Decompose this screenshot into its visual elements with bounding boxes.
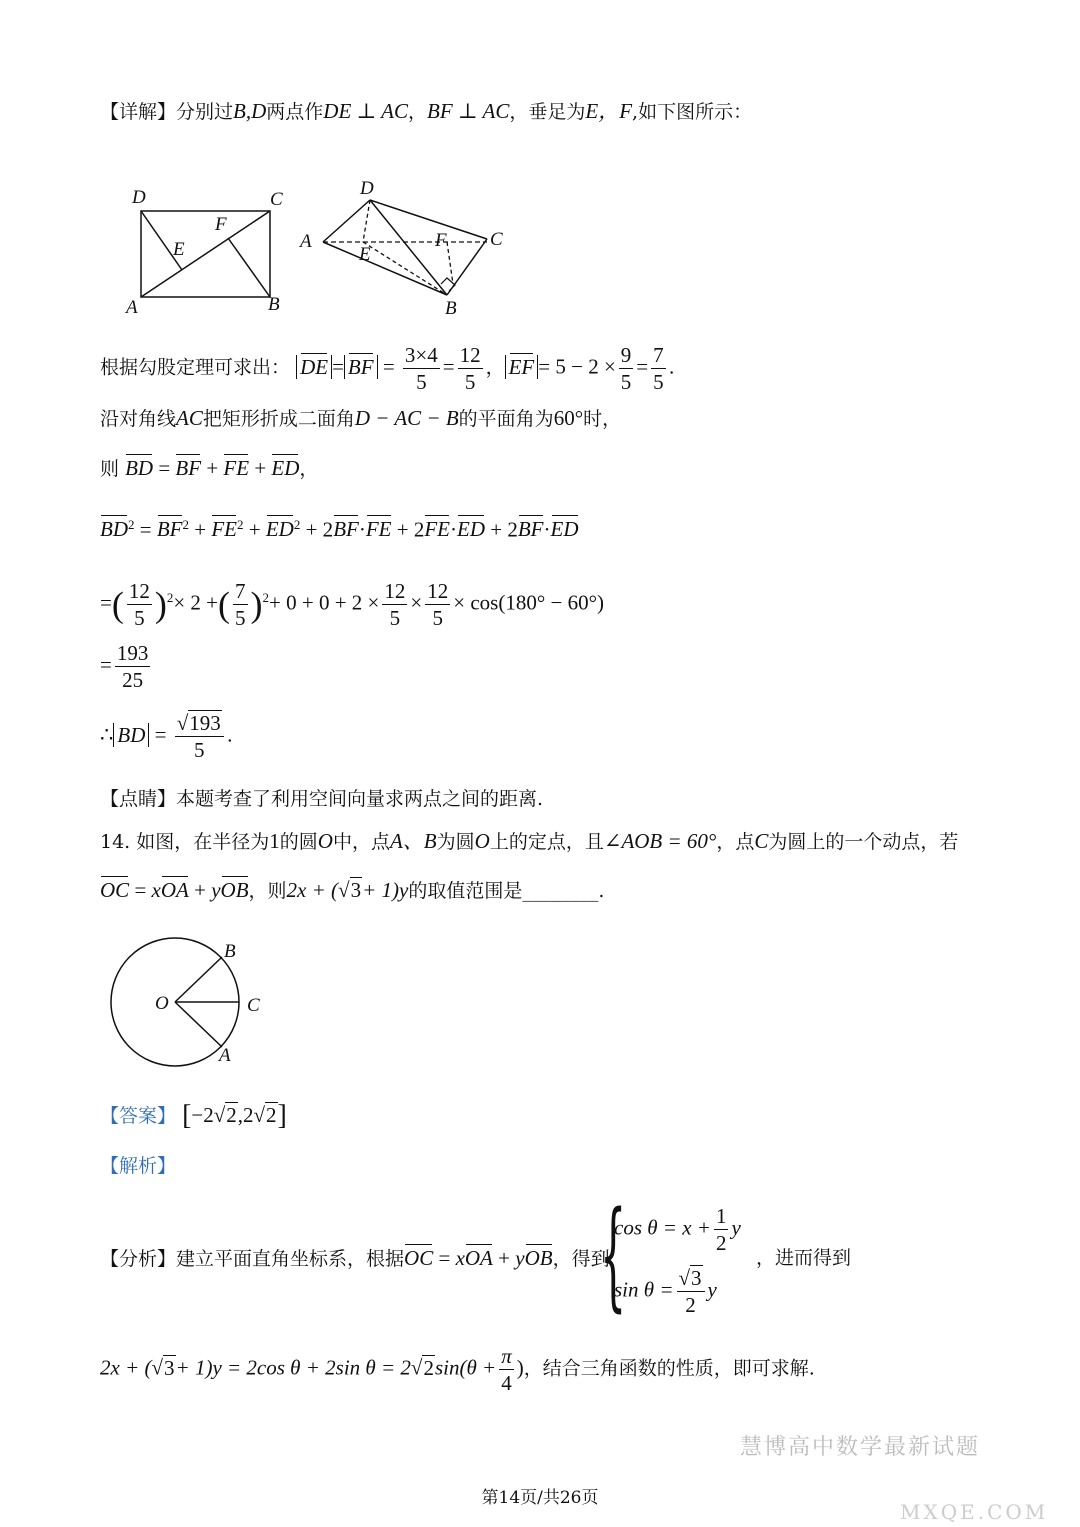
q14-t1: 如图，在半径为 bbox=[136, 831, 270, 853]
q14-t6: ，点 bbox=[716, 831, 755, 853]
answer-a: −2 bbox=[191, 1103, 214, 1127]
q14-t2: 的圆 bbox=[279, 831, 318, 853]
q14-vec-oa: OA bbox=[161, 875, 189, 905]
fenxi-then bbox=[756, 1243, 851, 1273]
last-sqrt3: 3 bbox=[164, 1355, 175, 1380]
q14-line2: OC = xOA + yOB，则2x + (√3+ 1)y的取值范围是________. bbox=[100, 875, 604, 906]
comment-text: 本题考查了利用空间向量求两点之间的距离. bbox=[176, 788, 544, 810]
result-line: = $\frac{193}{25}$ bbox=[100, 641, 149, 692]
sq-bf: BF bbox=[157, 514, 183, 544]
fenxi-vec-ob: OB bbox=[525, 1243, 553, 1273]
folded-figure bbox=[295, 172, 515, 322]
vec-ed: ED bbox=[271, 453, 299, 483]
system-brace: { bbox=[600, 1185, 627, 1323]
detail-tag: 【详解】 bbox=[100, 101, 177, 123]
sys-sin-rad: 3 bbox=[691, 1266, 702, 1290]
label-a2: A bbox=[300, 231, 312, 252]
cross-3a: BF bbox=[518, 514, 544, 544]
fenxi-line: 【分析】建立平面直角坐标系，根据OC = xOA + yOB，得到 bbox=[100, 1243, 610, 1274]
fold-ac: AC bbox=[176, 406, 203, 430]
analysis-tag: 【解析】 bbox=[100, 1155, 177, 1177]
answer-line: 【答案】 [−2√2,2√2] bbox=[100, 1100, 287, 1131]
perp-bf: BF ⊥ AC bbox=[427, 99, 510, 123]
system-cos bbox=[614, 1203, 741, 1256]
q14-c: C bbox=[754, 829, 769, 853]
vec-bd: BD bbox=[125, 453, 153, 483]
exp-mid: + 0 + 0 + 2 × bbox=[269, 590, 380, 615]
pyth-end: . bbox=[668, 356, 675, 379]
exp-n3: 12 bbox=[384, 579, 406, 603]
cross-1a: BF bbox=[333, 514, 359, 544]
frac-den-3: 5 bbox=[620, 370, 632, 394]
sys-cos-den: 2 bbox=[715, 1231, 727, 1255]
perp-de: DE ⊥ AC bbox=[323, 99, 408, 123]
sys-sin-lhs: sin θ = bbox=[614, 1277, 674, 1302]
vec-sum-end: ， bbox=[299, 458, 319, 480]
dihedral-angle: D − AC − B bbox=[354, 406, 459, 430]
sq-fe: FE bbox=[211, 514, 237, 544]
answer-b: ,2 bbox=[237, 1103, 254, 1127]
exp-times2: × 2 + bbox=[173, 590, 219, 615]
detail-tail: ，垂足为 bbox=[509, 101, 586, 123]
q14-line1 bbox=[100, 826, 958, 857]
vec-fe: FE bbox=[223, 453, 249, 483]
q14-t9: 的取值范围是________. bbox=[408, 880, 605, 902]
final-line: ∴ BD = $\frac{√193}{5}$ . bbox=[100, 711, 233, 762]
q14-ab: A、B bbox=[389, 829, 437, 853]
fenxi-vec-oa: OA bbox=[465, 1243, 493, 1273]
label-a: A bbox=[126, 297, 138, 318]
last-line: 2x + (√3+ 1)y = 2cos θ + 2sin θ = 2√2sin(θ + $\frac{\pi}{4}$ )，结合三角函数的性质，即可求解. bbox=[100, 1344, 815, 1395]
detail-points: B,D bbox=[233, 99, 267, 123]
q14-y: y bbox=[211, 878, 221, 902]
q14-vec-ob: OB bbox=[221, 875, 249, 905]
frac-num-2: 12 bbox=[459, 343, 481, 367]
label-d2: D bbox=[360, 178, 374, 199]
frac-den-1: 5 bbox=[416, 370, 427, 394]
label-d: D bbox=[132, 187, 146, 208]
cross-1b: FE bbox=[366, 514, 392, 544]
result-num: 193 bbox=[116, 641, 149, 665]
answer-ra: 2 bbox=[226, 1103, 237, 1127]
frac-den-2: 5 bbox=[464, 370, 476, 394]
q14-expr-b: + 1)y bbox=[362, 878, 409, 902]
comment-tag: 【点睛】 bbox=[100, 788, 177, 810]
last-d: ) bbox=[516, 1355, 524, 1380]
fold-pre: 沿对角线 bbox=[100, 408, 177, 430]
detail-end: ,如下图所示： bbox=[632, 101, 753, 123]
q14-t7: 为圆上的一个动点，若 bbox=[768, 831, 959, 853]
pyth-line: 根据勾股定理可求出： DE = BF = $\frac{3\times 4}{5}$ = $\frac{12}{5}$ ， EF = 5 − 2 × $\frac{9}{5}$ = $\frac{7}{5}$ . bbox=[100, 343, 675, 394]
vec-sum-pre: 则 bbox=[100, 458, 120, 480]
fenxi-x: x bbox=[455, 1246, 465, 1270]
exp-d3: 5 bbox=[389, 606, 401, 630]
last-a: 2x + ( bbox=[100, 1355, 152, 1380]
fenxi-y: y bbox=[515, 1246, 525, 1270]
last-four: 4 bbox=[501, 1371, 512, 1395]
sys-cos-lhs: cos θ = x + bbox=[614, 1215, 711, 1240]
sys-sin-den: 2 bbox=[685, 1293, 696, 1317]
rectangle-figure bbox=[120, 180, 300, 320]
q14-t3: 中，点 bbox=[332, 831, 390, 853]
q14-o: O bbox=[317, 829, 333, 853]
last-sqrt2: 2 bbox=[423, 1355, 434, 1380]
exp-cos: × cos(180° − 60°) bbox=[453, 590, 604, 615]
frac-num-3: 9 bbox=[620, 343, 632, 367]
abs-de: DE bbox=[296, 355, 332, 379]
label-b2: B bbox=[445, 298, 457, 319]
label-b3: B bbox=[224, 941, 236, 962]
page-footer: 第14页/共26页 bbox=[481, 1488, 599, 1508]
expand-line: =( $\frac{12}{5}$ )$^2$× 2 +( $\frac{7}{5}$ )$^2$+ 0 + 0 + 2 × $\frac{12}{5}$ × $\frac{12}{5}$ × cos(180° − 60°) bbox=[100, 579, 604, 630]
q14-t4: 为圆 bbox=[436, 831, 475, 853]
q14-t5: 上的定点，且 bbox=[489, 831, 604, 853]
square-line: $BD^2 = BF^2 + FE^2 + ED^2 + 2BF\cdot FE + 2FE\cdot ED + 2BF\cdot ED$ bbox=[100, 510, 579, 545]
q14-sqrt: 3 bbox=[350, 878, 362, 902]
final-den: 5 bbox=[193, 738, 205, 762]
watermark-url: MXQE.COM bbox=[900, 1500, 1049, 1524]
label-a3: A bbox=[219, 1045, 231, 1066]
label-c: C bbox=[270, 189, 283, 210]
q14-expr-a: 2x + ( bbox=[286, 878, 339, 902]
abs-bd: BD bbox=[113, 723, 149, 747]
answer-tag: 【答案】 bbox=[100, 1105, 177, 1127]
exp-d1: 5 bbox=[134, 606, 145, 630]
fenxi-get: ，得到 bbox=[552, 1248, 610, 1270]
label-e: E bbox=[173, 239, 185, 260]
q14-t8: ，则 bbox=[248, 880, 287, 902]
last-c: sin(θ + bbox=[434, 1355, 497, 1380]
system-sin: sin θ = $\frac{√3}{2}$ y bbox=[614, 1266, 717, 1317]
exp-n2: 7 bbox=[235, 579, 246, 603]
fenxi-text: 建立平面直角坐标系，根据 bbox=[176, 1248, 405, 1270]
result-den: 25 bbox=[122, 668, 144, 692]
sys-cos-y: y bbox=[731, 1215, 741, 1240]
sq-bd: BD bbox=[100, 514, 128, 544]
label-f: F bbox=[215, 214, 227, 235]
last-tail: ，结合三角函数的性质，即可求解. bbox=[523, 1357, 815, 1380]
pyth-mid: = 5 − 2 × bbox=[538, 354, 616, 379]
circle-figure bbox=[100, 935, 280, 1070]
fenxi-tag: 【分析】 bbox=[100, 1248, 177, 1270]
label-o: O bbox=[155, 993, 169, 1014]
fenxi-vec-oc: OC bbox=[404, 1243, 433, 1273]
fold-degree: 60° bbox=[553, 406, 584, 430]
detail-line bbox=[100, 96, 752, 127]
final-end: . bbox=[226, 724, 233, 747]
frac-num-1: 3×4 bbox=[404, 343, 438, 367]
exp-d2: 5 bbox=[235, 606, 246, 630]
detail-sep: ， bbox=[408, 101, 428, 123]
detail-ef: E，F bbox=[585, 99, 633, 123]
pyth-text: 根据勾股定理可求出： bbox=[100, 356, 291, 379]
frac-den-4: 5 bbox=[653, 370, 664, 394]
sq-ed: ED bbox=[266, 514, 294, 544]
exp-n1: 12 bbox=[128, 579, 150, 603]
exp-d4: 5 bbox=[432, 606, 443, 630]
label-e2: E bbox=[359, 244, 371, 265]
frac-num-4: 7 bbox=[653, 343, 664, 367]
q14-number: 14. bbox=[100, 831, 131, 853]
q14-o2: O bbox=[474, 829, 490, 853]
sys-sin-y: y bbox=[707, 1277, 717, 1302]
detail-mid: 两点作 bbox=[266, 101, 324, 123]
cross-3b: ED bbox=[551, 514, 579, 544]
vector-sum-line: 则 BD = BF + FE + ED， bbox=[100, 453, 318, 484]
final-rad: 193 bbox=[189, 711, 221, 735]
comment-line bbox=[100, 784, 543, 814]
fold-post: 的平面角为 bbox=[458, 408, 554, 430]
last-b: + 1)y = 2cos θ + 2sin θ = 2 bbox=[175, 1355, 411, 1380]
q14-radius: 1 bbox=[269, 829, 280, 853]
vec-bf: BF bbox=[175, 453, 201, 483]
fenxi-then-text: ，进而得到 bbox=[756, 1247, 852, 1269]
label-f2: F bbox=[435, 230, 447, 251]
cross-2b: ED bbox=[457, 514, 485, 544]
label-c2: C bbox=[490, 229, 503, 250]
cross-2a: FE bbox=[424, 514, 450, 544]
analysis-line bbox=[100, 1151, 176, 1181]
detail-intro: 分别过 bbox=[176, 101, 234, 123]
abs-ef: EF bbox=[505, 355, 539, 379]
answer-rb: 2 bbox=[266, 1103, 277, 1127]
fold-line bbox=[100, 403, 621, 434]
q14-vec-oc: OC bbox=[100, 875, 129, 905]
watermark: 慧博高中数学最新试题 bbox=[740, 1435, 981, 1460]
exp-n4: 12 bbox=[427, 579, 449, 603]
abs-bf: BF bbox=[344, 355, 378, 379]
label-b: B bbox=[268, 294, 280, 315]
q14-x: x bbox=[151, 878, 161, 902]
fold-end: 时， bbox=[583, 408, 622, 430]
sys-cos-num: 1 bbox=[715, 1204, 727, 1228]
fold-mid: 把矩形折成二面角 bbox=[202, 408, 355, 430]
label-c3: C bbox=[247, 995, 260, 1016]
therefore: ∴ bbox=[100, 722, 114, 747]
q14-angle: ∠AOB = 60° bbox=[603, 829, 717, 853]
pyth-comma: ， bbox=[485, 356, 505, 379]
last-pi: π bbox=[501, 1344, 512, 1368]
